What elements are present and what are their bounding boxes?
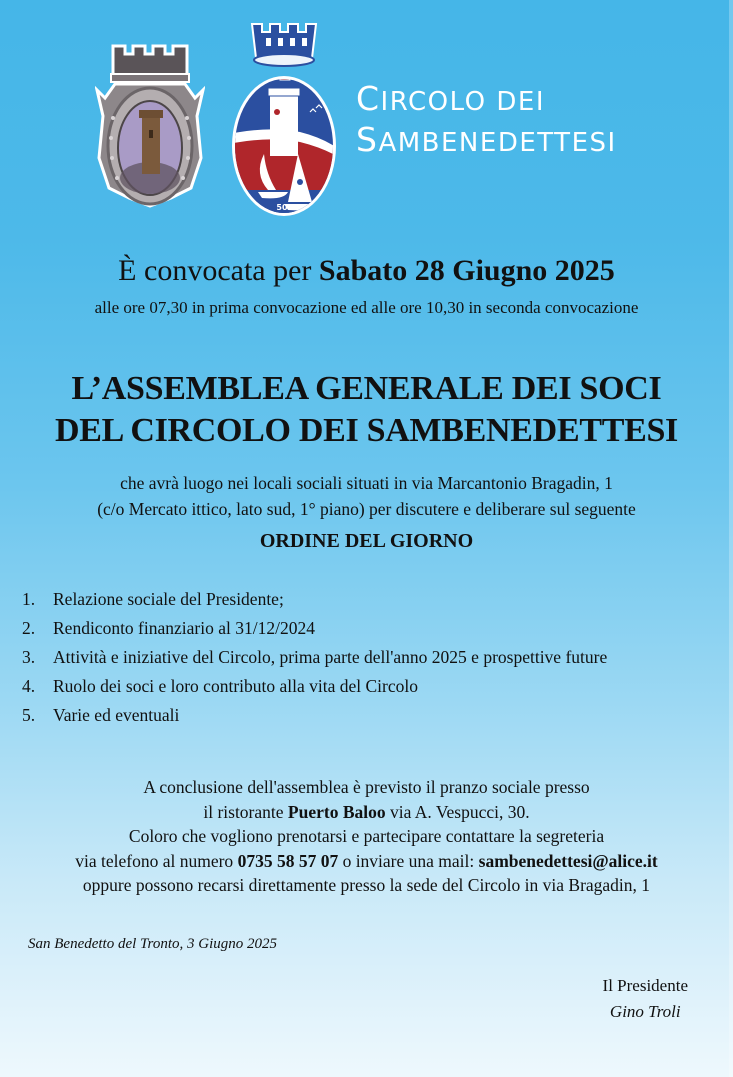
agenda-list — [22, 587, 607, 732]
convocation-times: alle ore 07,30 in prima convocazione ed alle ore 10,30 in seconda convocazione — [94, 298, 639, 317]
signatory-role: Il Presidente — [602, 976, 688, 995]
agenda-item: 4. Ruolo dei soci e loro contributo alla vita del Circolo — [22, 676, 418, 696]
email-address[interactable]: sambenedettesi@alice.it — [478, 850, 658, 871]
circolo-logo — [228, 14, 340, 220]
convocation-date: È convocata per Sabato 28 Giugno 2025 — [118, 254, 615, 287]
badge-text: 50° — [276, 203, 292, 212]
venue-description: che avrà luogo nei locali sociali situati in via Marcantonio Bragadin, 1 (c/o Mercato ittico, lato sud, 1° piano) per discutere e deliberare sul seguente — [97, 473, 636, 519]
agenda-heading: ORDINE DEL GIORNO — [259, 530, 474, 552]
club-title-line1: CIRCOLO DEI — [356, 79, 546, 118]
restaurant-name: Puerto Baloo — [287, 801, 386, 822]
place-date: San Benedetto del Tronto, 3 Giugno 2025 — [28, 936, 278, 952]
circolo-badge-icon — [228, 14, 340, 220]
club-title — [356, 80, 617, 162]
assembly-title: L’ASSEMBLEA GENERALE DEI SOCI DEL CIRCOLO DEI SAMBENEDETTESI — [54, 370, 678, 449]
agenda-item: 3. Attività e iniziative del Circolo, prima parte dell'anno 2025 e prospettive future — [22, 647, 608, 667]
coat-of-arms-icon — [95, 38, 205, 210]
club-title-line2: SAMBENEDETTESI — [356, 120, 617, 159]
agenda-item: 2. Rendiconto finanziario al 31/12/2024 — [22, 618, 315, 638]
page-edge — [729, 0, 733, 1077]
meeting-date: Sabato 28 Giugno 2025 — [318, 254, 615, 287]
lunch-info: A conclusione dell'assemblea è previsto il pranzo sociale presso il ristorante Puerto Baloo via A. Vespucci, 30. Coloro che vogliono prenotarsi e partecipare contattare la segreteria via telefono al numero 0735 58 57 07 o inviare una mail: sambenedettesi@alice.it oppure possono recarsi direttamente presso la sede del Circolo in via Bragadin, 1 — [75, 777, 658, 895]
agenda-item: 5. Varie ed eventuali — [22, 705, 180, 725]
agenda-item: 1. Relazione sociale del Presidente; — [22, 589, 284, 609]
signatory-name: Gino Troli — [609, 1002, 681, 1021]
municipal-coat-of-arms — [95, 38, 205, 210]
signature — [603, 973, 688, 1025]
phone-number[interactable]: 0735 58 57 07 — [237, 850, 339, 871]
